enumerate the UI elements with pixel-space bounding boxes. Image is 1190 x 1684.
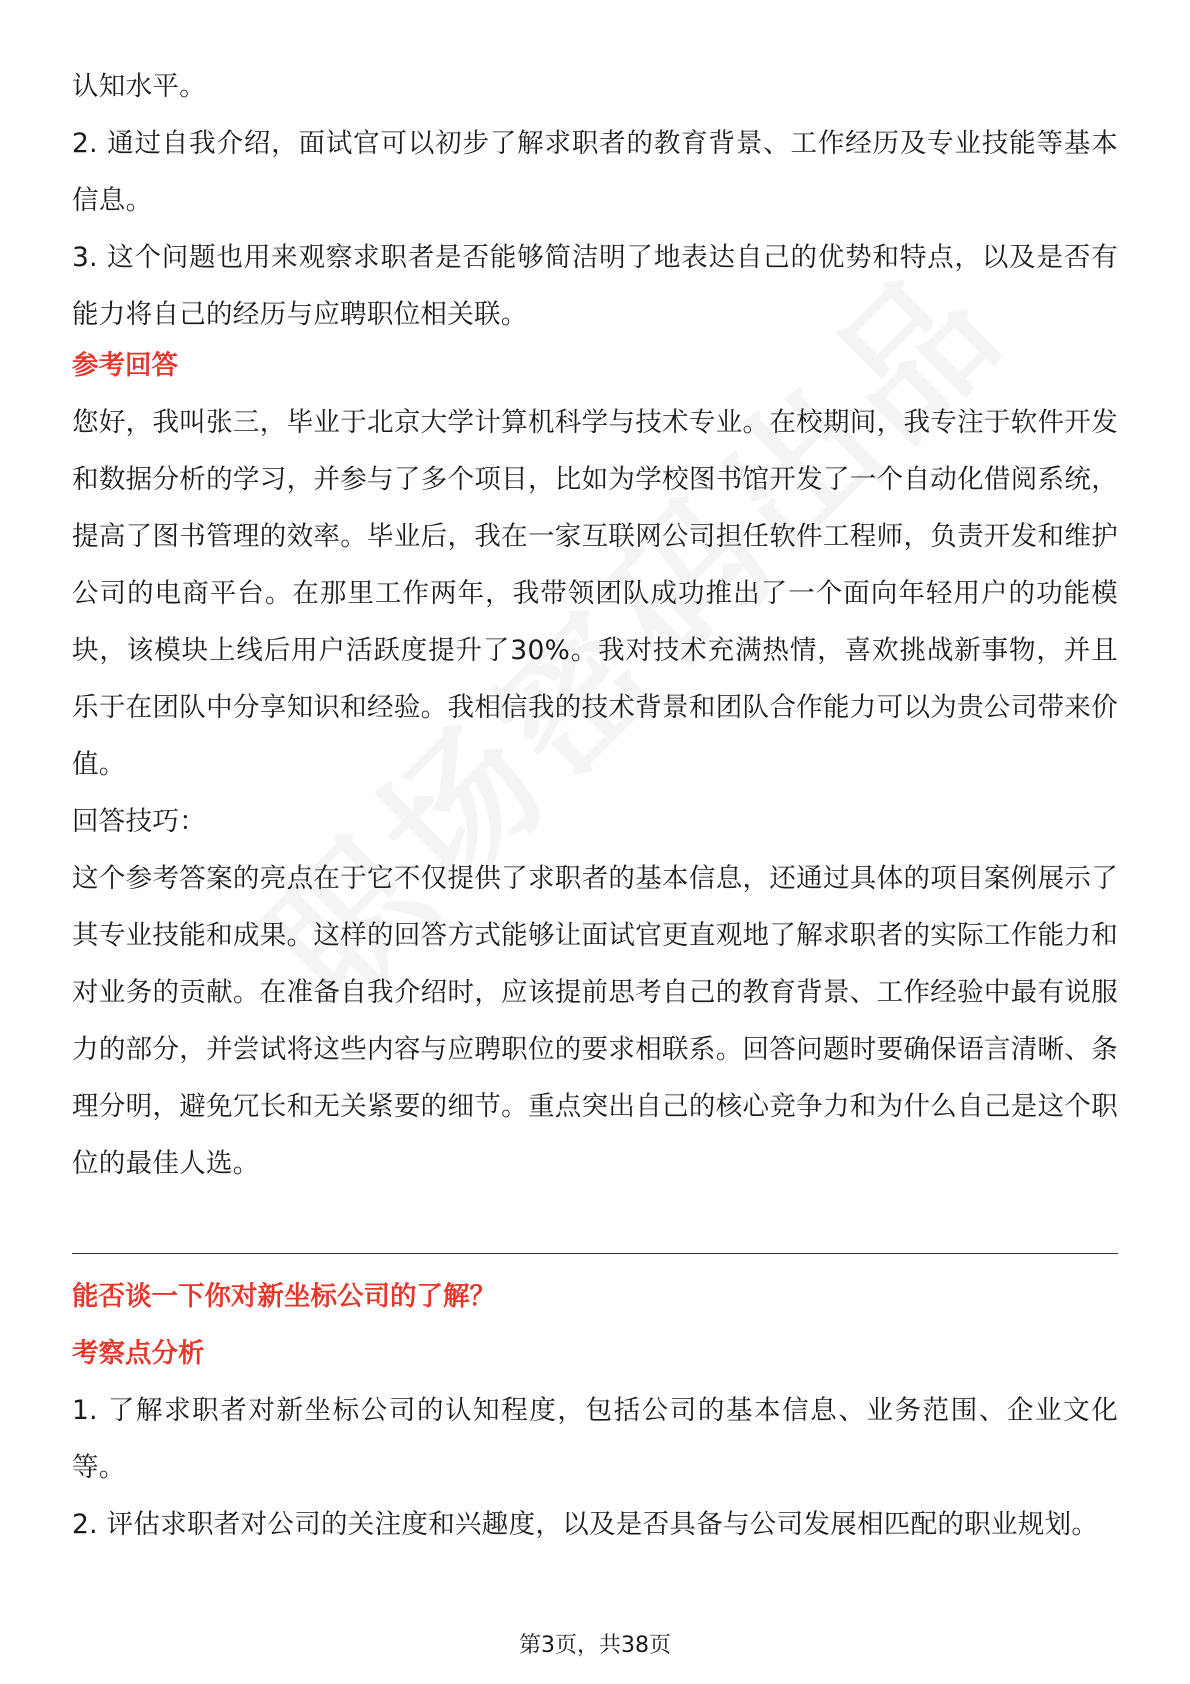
question-2-point-1: 1. 了解求职者对新坐标公司的认知程度，包括公司的基本信息、业务范围、企业文化等。 (72, 1395, 1118, 1483)
question-2-title: 能否谈一下你对新坐标公司的了解？ (72, 1281, 496, 1312)
question-2-analysis-heading: 考察点分析 (72, 1338, 205, 1369)
question-2-point-2: 2. 评估求职者对公司的关注度和兴趣度，以及是否具备与公司发展相匹配的职业规划。 (72, 1509, 1099, 1540)
answer-tips-text: 这个参考答案的亮点在于它不仅提供了求职者的基本信息，还通过具体的项目案例展示了其专业技能和成果。这样的回答方式能够让面试官更直观地了解求职者的实际工作能力和对业务的贡献。在准备自我介绍时，应该提前思考自己的教育背景、工作经验中最有说服力的部分，并尝试将这些内容与应聘职位的要求相联系。回答问题时要确保语言清晰、条理分明，避免冗长和无关紧要的细节。重点突出自己的核心竞争力和为什么自己是这个职位的最佳人选。 (72, 863, 1118, 1179)
analysis-line-continued: 认知水平。 (72, 71, 206, 102)
analysis-point-3: 3. 这个问题也用来观察求职者是否能够简洁明了地表达自己的优势和特点，以及是否有能力将自己的经历与应聘职位相关联。 (72, 242, 1118, 330)
section-divider (72, 1253, 1118, 1254)
section-reference-answer (72, 337, 1118, 1192)
page-number: 第3页，共38页 (519, 1633, 671, 1658)
analysis-point-2: 2. 通过自我介绍，面试官可以初步了解求职者的教育背景、工作经历及专业技能等基本信息。 (72, 128, 1118, 216)
answer-tips-label: 回答技巧： (72, 806, 206, 837)
reference-answer-heading: 参考回答 (72, 350, 178, 381)
section-question-2 (72, 1268, 1118, 1553)
document-page (72, 0, 1118, 1684)
section-analysis-continued (72, 58, 1118, 343)
reference-answer-text: 您好，我叫张三，毕业于北京大学计算机科学与技术专业。在校期间，我专注于软件开发和数据分析的学习，并参与了多个项目，比如为学校图书馆开发了一个自动化借阅系统，提高了图书管理的效率。毕业后，我在一家互联网公司担任软件工程师，负责开发和维护公司的电商平台。在那里工作两年，我带领团队成功推出了一个面向年轻用户的功能模块，该模块上线后用户活跃度提升了30%。我对技术充满热情，喜欢挑战新事物，并且乐于在团队中分享知识和经验。我相信我的技术背景和团队合作能力可以为贵公司带来价值。 (72, 407, 1118, 780)
